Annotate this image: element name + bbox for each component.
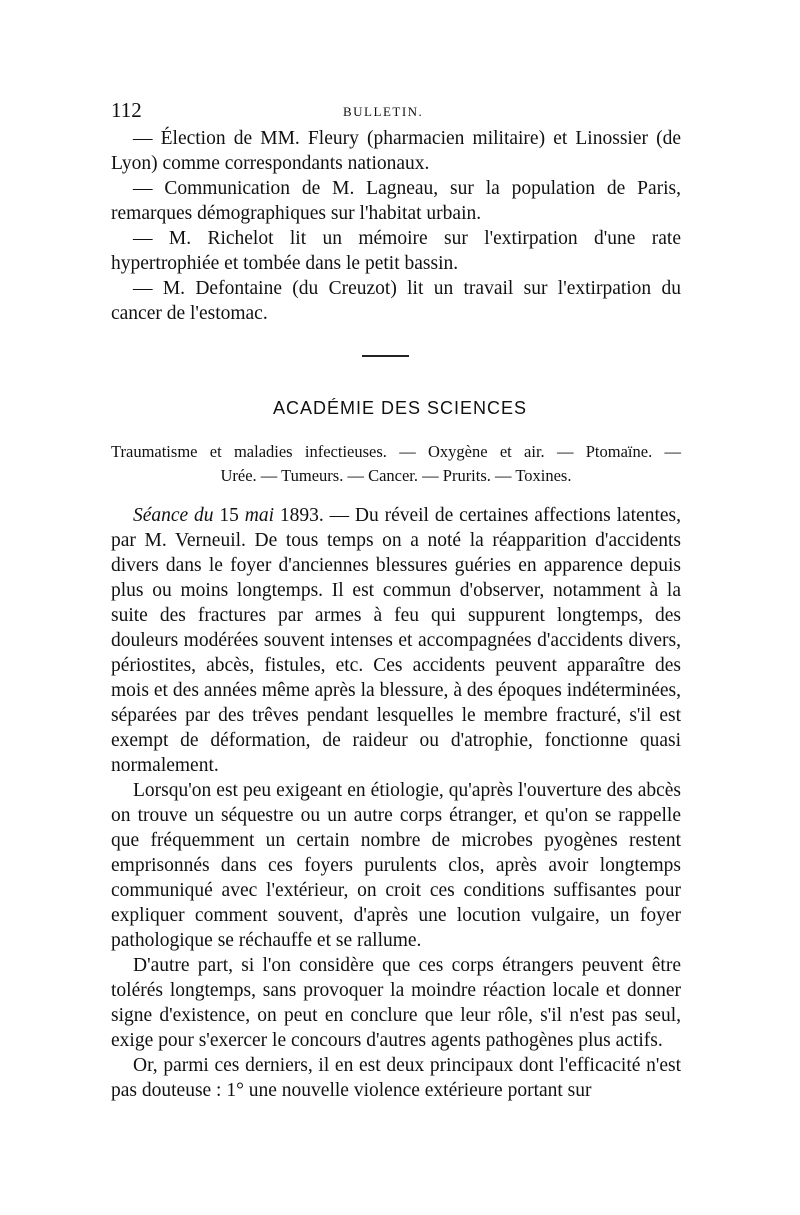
seance-day: 15 — [219, 505, 239, 526]
topics-line: Traumatisme et maladies infectieuses. — Oxygène et air. — Ptomaïne. — — [111, 442, 681, 461]
running-head — [111, 98, 681, 126]
paragraph: — M. Defontaine (du Creuzot) lit un travail sur l'extirpation du cancer de l'estomac. — [111, 278, 681, 324]
section-divider — [362, 355, 409, 357]
paragraph: — Élection de MM. Fleury (pharmacien militaire) et Linossier (de Lyon) comme correspondants nationaux. — [111, 128, 681, 174]
running-title: BULLETIN. — [343, 104, 424, 119]
paragraph: — Communication de M. Lagneau, sur la population de Paris, remarques démographiques sur l'habitat urbain. — [111, 178, 681, 224]
society-summary — [111, 126, 681, 326]
section-title: ACADÉMIE DES SCIENCES — [272, 398, 528, 418]
page-number: 112 — [111, 98, 142, 122]
paragraph: Or, parmi ces derniers, il en est deux principaux dont l'efficacité n'est pas douteuse : 1° une nouvelle violence extérieure portant sur — [111, 1055, 681, 1101]
seance-text: 1893. — Du réveil de certaines affections latentes, par M. Verneuil. De tous temps on a noté la réapparition d'accidents divers dans le foyer d'anciennes blessures guéries en apparence depuis plus ou moins longtemps. Il est commun d'observer, notamment à la suite des fractures par armes à feu qui suppurent longtemps, des douleurs modérées souvent intenses et accompagnées d'accidents divers, périostites, abcès, fistules, etc. Ces accidents peuvent apparaître des mois et des années même après la blessure, à des époques indéterminées, séparées par des trêves pendant lesquelles le membre fracturé, s'il est exempt de déformation, de raideur ou d'atrophie, fonctionne quasi normalement. — [111, 505, 681, 776]
section-topics — [111, 440, 681, 488]
session-report — [111, 503, 681, 1103]
paragraph: Lorsqu'on est peu exigeant en étiologie, qu'après l'ouverture des abcès on trouve un séquestre ou un autre corps étranger, et qu'on se rappelle que fréquemment un certain nombre de microbes pyogènes restent emprisonnés dans ces foyers purulents clos, après avoir longtemps communiqué avec l'extérieur, on croit ces conditions suffisantes pour expliquer comment souvent, d'après une locution vulgaire, un foyer pathologique se réchauffe et se rallume. — [111, 780, 681, 951]
paragraph-seance — [111, 503, 681, 778]
paragraph: D'autre part, si l'on considère que ces corps étrangers peuvent être tolérés longtemps, sans provoquer la moindre réaction locale et donner signe d'existence, on peut en conclure que leur rôle, s'il n'est pas seul, exige pour s'exercer le concours d'autres agents pathogènes plus actifs. — [111, 955, 681, 1051]
topics-line: Urée. — Tumeurs. — Cancer. — Prurits. — Toxines. — [220, 466, 572, 485]
seance-label: Séance du — [133, 505, 214, 526]
paragraph: — M. Richelot lit un mémoire sur l'extirpation d'une rate hypertrophiée et tombée dans le petit bassin. — [111, 228, 681, 274]
seance-month: mai — [244, 505, 274, 526]
